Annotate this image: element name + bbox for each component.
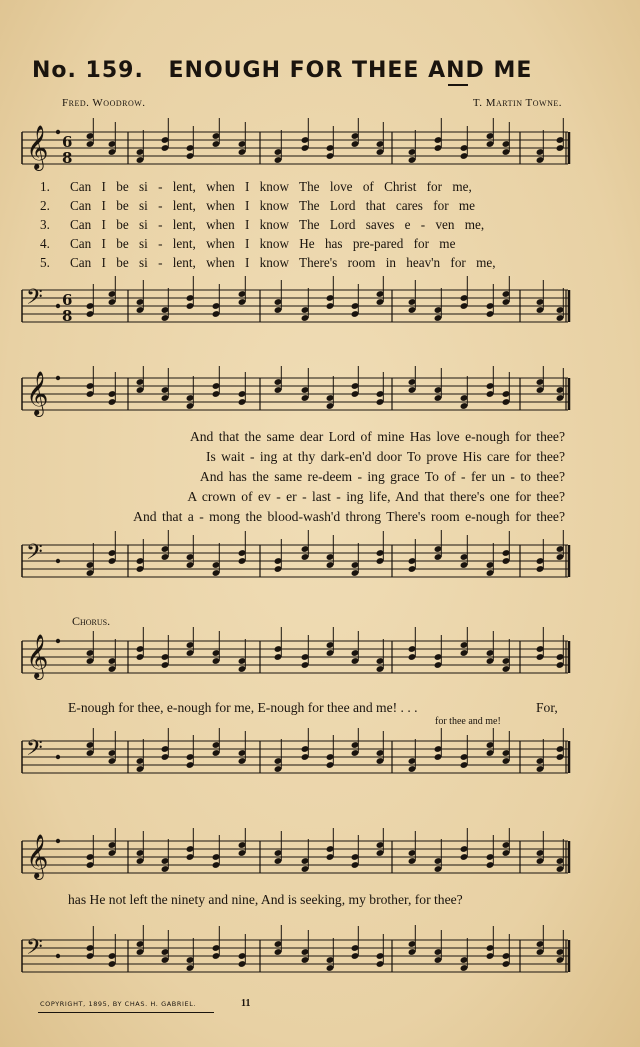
note [301, 118, 310, 152]
note [86, 543, 95, 577]
bass-staff-2 [20, 530, 572, 592]
note [556, 930, 565, 964]
note [108, 122, 117, 156]
note [108, 828, 117, 857]
staff-lines [22, 132, 568, 164]
note [536, 539, 545, 573]
note [376, 934, 385, 968]
note [376, 731, 385, 765]
note [238, 731, 247, 765]
bass-clef-icon: 𝄢 [26, 736, 43, 766]
chorus-echo-text: for thee and me! [435, 716, 501, 727]
note [186, 938, 195, 972]
note [351, 366, 360, 398]
time-sig-bottom: 8 [62, 149, 73, 167]
note [161, 368, 170, 402]
note [408, 627, 417, 661]
note [161, 288, 170, 322]
note [212, 366, 221, 398]
staff-lines [22, 940, 568, 972]
note [556, 728, 565, 761]
note [186, 828, 195, 861]
note [536, 739, 545, 773]
note [186, 535, 195, 569]
note [238, 122, 247, 156]
key-signature-sharp-icon [56, 839, 60, 843]
hymn-number: No. 159. [32, 58, 144, 83]
note [274, 280, 283, 314]
composer-credit: T. Martin Towne. [472, 97, 562, 109]
note [212, 926, 221, 960]
key-signature-sharp-icon [56, 559, 60, 563]
note [274, 627, 283, 661]
note [301, 839, 310, 873]
note [434, 839, 443, 873]
staff-lines [22, 641, 568, 673]
note [351, 543, 360, 577]
note [460, 376, 469, 410]
chorus-lyric-line: E-nough for thee, e-nough for me, E-nough for thee and me! . . . [68, 700, 418, 715]
note [136, 280, 145, 314]
note [536, 831, 545, 865]
note [238, 276, 247, 306]
time-sig-bottom: 8 [62, 307, 73, 325]
title-rule [448, 84, 468, 86]
note [161, 728, 170, 761]
note [351, 835, 360, 869]
note [86, 835, 95, 869]
verse2-line-1: And that the same dear Lord of mine Has love e-nough for thee? [189, 429, 565, 444]
verse-line-5: 5. Can I be si - lent, when I know There's room in heav'n for me, [40, 255, 496, 270]
note [351, 926, 360, 960]
note [186, 627, 195, 657]
note [86, 926, 95, 960]
note [502, 639, 511, 673]
note [460, 126, 469, 160]
note [460, 276, 469, 310]
verse2-line-4: A crown of ev - er - last - ing life, And that there's one for thee? [187, 489, 565, 504]
note [108, 934, 117, 968]
note [434, 635, 443, 669]
note [376, 372, 385, 406]
staff-lines [22, 290, 568, 322]
note [238, 639, 247, 673]
note [376, 639, 385, 673]
note [536, 627, 545, 661]
note [408, 739, 417, 773]
note [86, 728, 95, 757]
note [556, 368, 565, 402]
note [326, 828, 335, 861]
note [136, 130, 145, 164]
footer-rule [38, 1012, 214, 1013]
treble-clef-icon: 𝄞 [26, 634, 49, 678]
note [301, 368, 310, 402]
note [502, 122, 511, 156]
verse-line-4: 4. Can I be si - lent, when I know He has pre-pared for me [40, 236, 456, 251]
staff-lines [22, 378, 568, 410]
note [556, 839, 565, 873]
verse-line-3: 3. Can I be si - lent, when I know The Lord saves e - ven me, [40, 217, 485, 232]
note [136, 627, 145, 661]
note [486, 728, 495, 757]
time-sig-top: 6 [62, 291, 73, 309]
note [161, 635, 170, 669]
note [556, 635, 565, 669]
verse-line-1: 1. Can I be si - lent, when I know The love of Christ for me, [40, 179, 472, 194]
note [556, 288, 565, 322]
chorus-label: Chorus. [72, 614, 111, 628]
time-sig-top: 6 [62, 133, 73, 151]
note [434, 118, 443, 152]
note [186, 126, 195, 160]
note [274, 539, 283, 573]
note [136, 831, 145, 865]
hymn-title-bar [32, 58, 532, 83]
note [408, 280, 417, 314]
note [238, 531, 247, 565]
note [161, 118, 170, 152]
staff-lines [22, 841, 568, 873]
key-signature-sharp-icon [56, 376, 60, 380]
bass-clef-icon: 𝄢 [26, 935, 43, 965]
note [351, 728, 360, 757]
key-signature-sharp-icon [56, 130, 60, 134]
note [274, 366, 283, 394]
note [376, 828, 385, 857]
note [326, 627, 335, 657]
key-signature-sharp-icon [56, 639, 60, 643]
verse2-line-3: And has the same re-deem - ing grace To of - fer un - to thee? [199, 469, 565, 484]
note [434, 930, 443, 964]
note [212, 631, 221, 665]
note [186, 735, 195, 769]
note [502, 934, 511, 968]
verse-line-2: 2. Can I be si - lent, when I know The Lord that cares for me [40, 198, 476, 213]
note [326, 938, 335, 972]
note [86, 118, 95, 148]
note [301, 635, 310, 669]
note [434, 728, 443, 761]
note [186, 376, 195, 410]
note [408, 539, 417, 573]
note [274, 831, 283, 865]
note [108, 731, 117, 765]
note [536, 280, 545, 314]
note [108, 639, 117, 673]
note [536, 366, 545, 394]
note [326, 276, 335, 310]
note [556, 118, 565, 152]
treble-clef-icon: 𝄞 [26, 834, 49, 878]
note [408, 130, 417, 164]
note [274, 130, 283, 164]
note [326, 126, 335, 160]
note [108, 531, 117, 565]
note [326, 376, 335, 410]
copyright-notice: COPYRIGHT, 1895, BY CHAS. H. GABRIEL. [40, 1000, 197, 1008]
note [351, 118, 360, 148]
key-signature-sharp-icon [56, 755, 60, 759]
treble-staff-3 [20, 627, 572, 687]
note [376, 276, 385, 306]
note [486, 118, 495, 148]
chorus-for-word: For, [536, 700, 558, 715]
treble-staff-4 [20, 828, 572, 886]
bass-clef-icon: 𝄢 [26, 285, 43, 315]
note [86, 631, 95, 665]
note [86, 366, 95, 398]
note [408, 366, 417, 394]
note [376, 531, 385, 565]
note [408, 831, 417, 865]
note [212, 835, 221, 869]
note [238, 934, 247, 968]
note [486, 366, 495, 398]
note [460, 535, 469, 569]
note [238, 372, 247, 406]
note [136, 739, 145, 773]
lyricist-credit: Fred. Woodrow. [62, 97, 146, 109]
chorus-final-lyric: has He not left the ninety and nine, And is seeking, my brother, for thee? [68, 892, 463, 907]
note [186, 276, 195, 310]
note [161, 839, 170, 873]
key-signature-sharp-icon [56, 304, 60, 308]
note [136, 539, 145, 573]
note [212, 118, 221, 148]
note [108, 372, 117, 406]
note [326, 735, 335, 769]
note [212, 284, 221, 318]
verse2-line-2: Is wait - ing at thy dark-en'd door To prove His care for thee? [205, 449, 565, 464]
note [486, 631, 495, 665]
note [486, 543, 495, 577]
note [486, 835, 495, 869]
bass-staff-3 [20, 728, 572, 786]
note [108, 276, 117, 306]
note [301, 728, 310, 761]
note [460, 627, 469, 657]
note [351, 631, 360, 665]
note [460, 735, 469, 769]
note [161, 930, 170, 964]
note [460, 938, 469, 972]
note [274, 739, 283, 773]
staff-lines [22, 545, 568, 577]
note [502, 372, 511, 406]
note [486, 926, 495, 960]
note [212, 728, 221, 757]
bass-staff-4 [20, 925, 572, 987]
note [434, 368, 443, 402]
bass-staff-1 [20, 276, 572, 336]
note [301, 288, 310, 322]
hymn-title: ENOUGH FOR THEE AND ME [168, 58, 533, 83]
treble-staff-2 [20, 366, 572, 422]
note [502, 531, 511, 565]
note [351, 284, 360, 318]
verse2-line-5: And that a - mong the blood-wash'd throng There's room e-nough for thee? [133, 509, 565, 524]
note [486, 284, 495, 318]
note [136, 366, 145, 394]
bass-clef-icon: 𝄢 [26, 540, 43, 570]
note [326, 535, 335, 569]
note [212, 543, 221, 577]
note [86, 284, 95, 318]
note [376, 122, 385, 156]
note [460, 828, 469, 861]
treble-staff-1 [20, 118, 572, 178]
note [502, 828, 511, 857]
treble-clef-icon: 𝄞 [26, 371, 49, 415]
note [301, 930, 310, 964]
note [536, 130, 545, 164]
treble-clef-icon: 𝄞 [26, 125, 49, 169]
staff-lines [22, 741, 568, 773]
note [502, 276, 511, 306]
note [238, 828, 247, 857]
note [502, 731, 511, 765]
page-number: 11 [241, 998, 251, 1009]
note [434, 288, 443, 322]
key-signature-sharp-icon [56, 954, 60, 958]
